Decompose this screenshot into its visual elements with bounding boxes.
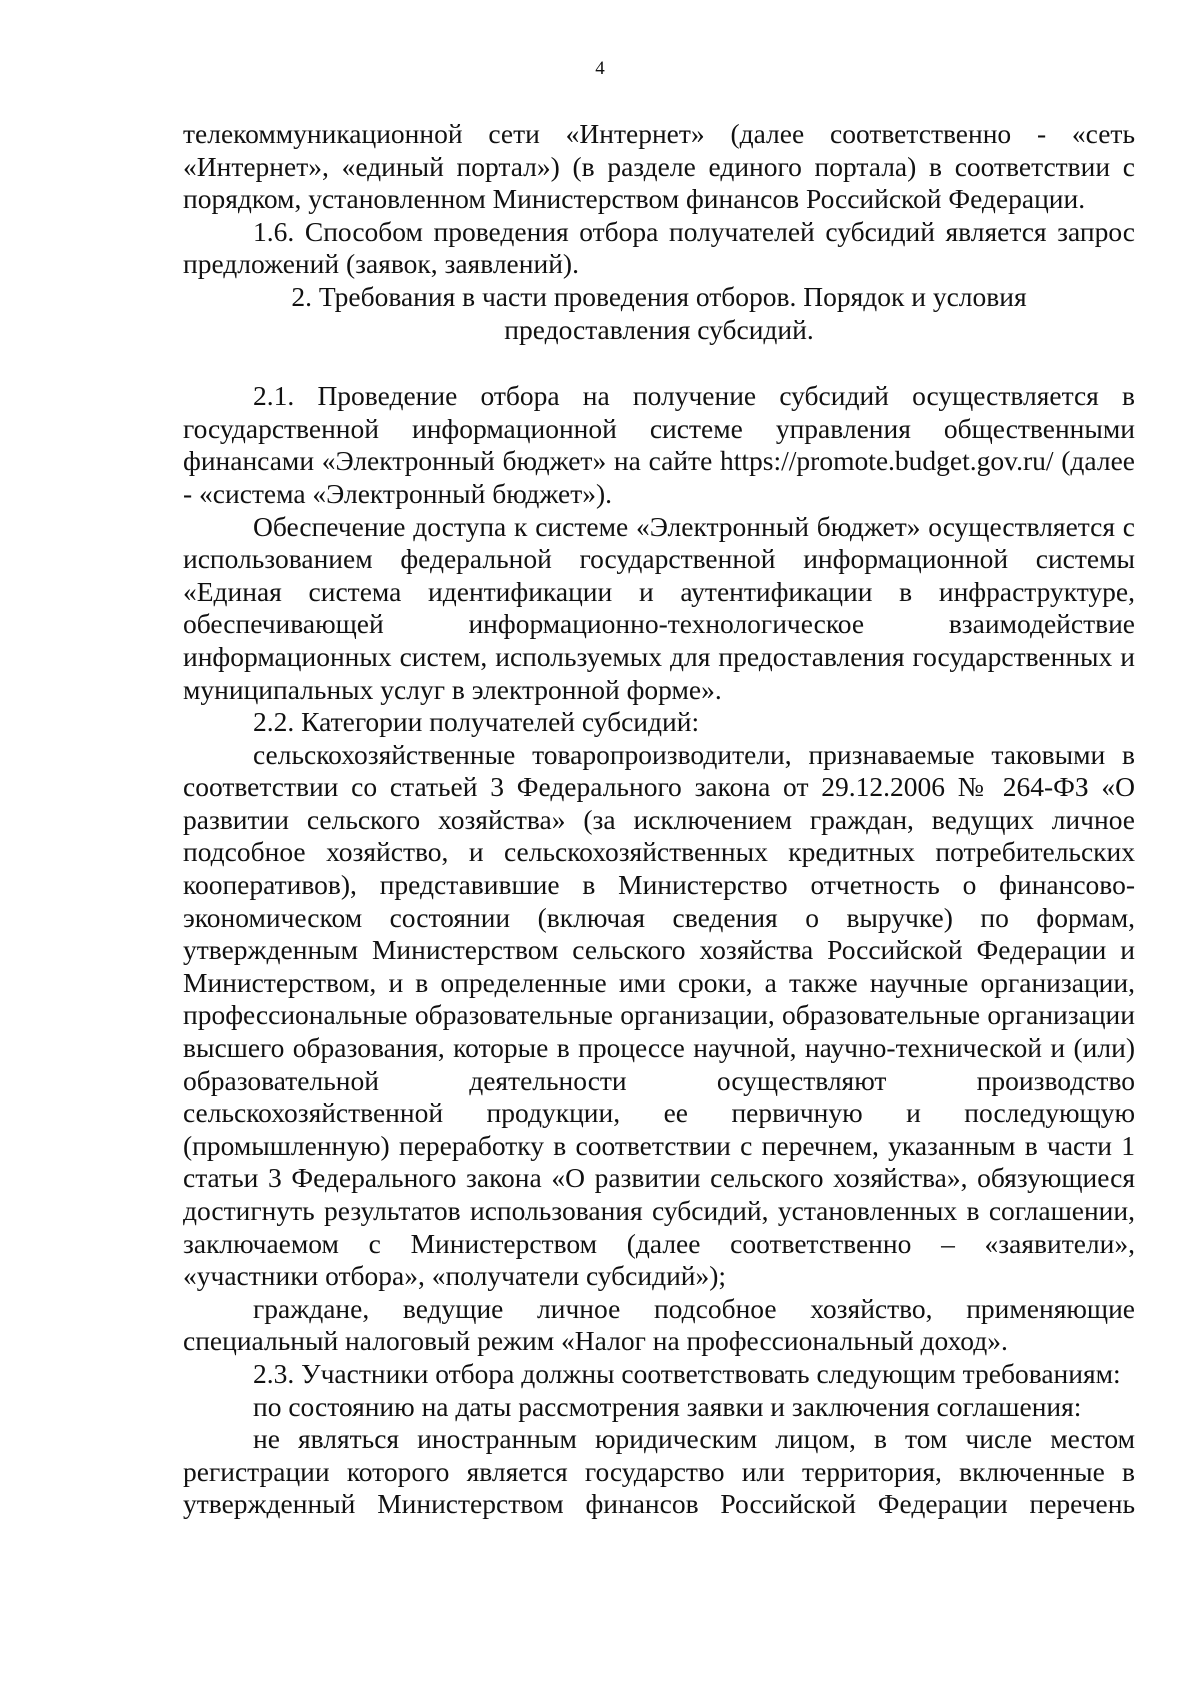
document-body [183, 118, 1135, 1521]
paragraph-2-1: 2.1. Проведение отбора на получение субсидий осуществляется в государственной информационной системе управления общественными финансами «Электронный бюджет» на сайте https://promote.budget.gov.ru/ (далее - «система «Электронный бюджет»). [183, 380, 1135, 509]
paragraph-dates: по состоянию на даты рассмотрения заявки и заключения соглашения: [253, 1390, 1082, 1422]
paragraph-2-2: 2.2. Категории получателей субсидий: [253, 706, 700, 738]
section-heading-line-2: предоставления субсидий. [504, 313, 814, 345]
paragraph-internet-portal: телекоммуникационной сети «Интернет» (далее соответственно - «сеть «Интернет», «единый портал») (в разделе единого портала) в соответствии с порядком, установленном Министерством финансов Российской Федерации. [183, 118, 1135, 215]
section-heading-line-1: 2. Требования в части проведения отборов. Порядок и условия [291, 280, 1027, 312]
paragraph-agri-producers: сельскохозяйственные товаропроизводители, признаваемые таковыми в соответствии со статьей 3 Федерального закона от 29.12.2006 № 264-ФЗ «О развитии сельского хозяйства» (за исключением граждан, ведущих личное подсобное хозяйство, и сельскохозяйственных кредитных потребительских кооперативов), представившие в Министерство отчетность о финансово-экономическом состоянии (включая сведения о выручке) по формам, утвержденным Министерством сельского хозяйства Российской Федерации и Министерством, и в определенные ими сроки, а также научные организации, профессиональные образовательные организации, образовательные организации высшего образования, которые в процессе научной, научно-технической и (или) образовательной деятельности осуществляют производство сельскохозяйственной продукции, ее первичную и последующую (промышленную) переработку в соответствии с перечнем, указанным в части 1 статьи 3 Федерального закона «О развитии сельского хозяйства», обязующиеся достигнуть результатов использования субсидий, установленных в соглашении, заключаемом с Министерством (далее соответственно – «заявители», «участники отбора», «получатели субсидий»); [183, 738, 1135, 1292]
paragraph-foreign-entity: не являться иностранным юридическим лицом, в том числе местом регистрации которого является государство или территория, включенные в утвержденный Министерством финансов Российской Федерации перечень [183, 1423, 1135, 1520]
paragraph-2-3: 2.3. Участники отбора должны соответствовать следующим требованиям: [253, 1357, 1121, 1389]
paragraph-1-6: 1.6. Способом проведения отбора получателей субсидий является запрос предложений (заявок, заявлений). [183, 215, 1135, 280]
paragraph-access: Обеспечение доступа к системе «Электронный бюджет» осуществляется с использованием федеральной государственной информационной системы «Единая система идентификации и аутентификации в инфраструктуре, обеспечивающей информационно-технологическое взаимодействие информационных систем, используемых для предоставления государственных и муниципальных услуг в электронной форме». [183, 510, 1135, 705]
paragraph-citizens: граждане, ведущие личное подсобное хозяйство, применяющие специальный налоговый режим «Налог на профессиональный доход». [183, 1292, 1135, 1357]
heading-spacer [183, 346, 1135, 380]
page-number: 4 [595, 58, 605, 79]
